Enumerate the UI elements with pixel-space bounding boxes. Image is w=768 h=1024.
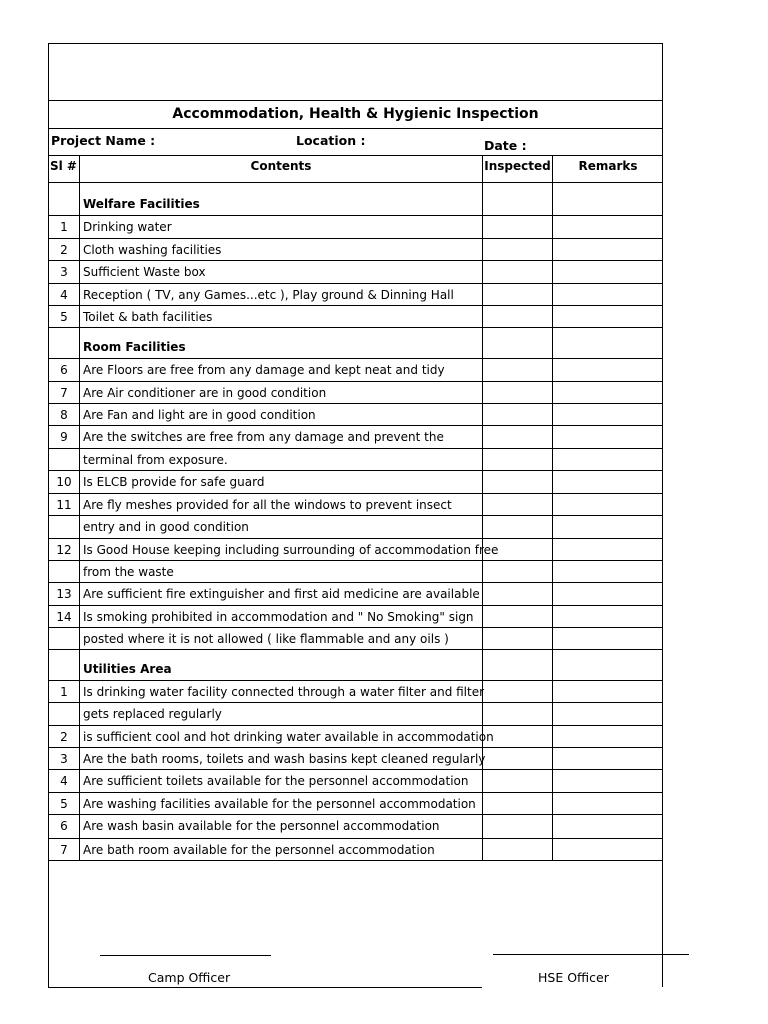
camp-officer-label: Camp Officer	[148, 970, 231, 985]
row-number: 2	[60, 243, 68, 257]
row-content: Are sufficient toilets available for the personnel accommodation	[83, 774, 469, 788]
section-room-facilities: Room Facilities	[83, 340, 186, 354]
row-content: gets replaced regularly	[83, 707, 222, 721]
row-content: Are the switches are free from any damage and prevent the	[83, 430, 444, 444]
row-content: posted where it is not allowed ( like flammable and any oils )	[83, 632, 449, 646]
row-number: 14	[56, 610, 72, 624]
camp-officer-signature-line	[100, 955, 271, 956]
date-label: Date :	[484, 138, 527, 153]
row-number: 6	[60, 819, 68, 833]
row-content: Toilet & bath facilities	[83, 310, 213, 324]
row-separator-line	[48, 792, 663, 793]
title-bottom-line	[48, 128, 663, 129]
row-content: Is smoking prohibited in accommodation and " No Smoking" sign	[83, 610, 474, 624]
row-number: 10	[56, 475, 72, 489]
project-name-label: Project Name :	[51, 133, 156, 148]
section-utilities-area: Utilities Area	[83, 662, 172, 676]
row-separator-line	[48, 403, 663, 404]
form-title: Accommodation, Health & Hygienic Inspection	[172, 106, 539, 122]
row-separator-line	[48, 769, 663, 770]
row-number: 5	[60, 310, 68, 324]
row-content: Is ELCB provide for safe guard	[83, 475, 265, 489]
row-content: entry and in good condition	[83, 520, 249, 534]
row-number: 3	[60, 752, 68, 766]
row-separator-line	[48, 358, 663, 359]
row-content: Are bath room available for the personnel accommodation	[83, 843, 435, 857]
row-separator-line	[48, 305, 663, 306]
row-number: 5	[60, 797, 68, 811]
header-sl: Sl #	[50, 159, 77, 173]
row-number: 12	[56, 543, 72, 557]
row-content: Are Floors are free from any damage and kept neat and tidy	[83, 363, 445, 377]
row-number: 1	[60, 685, 68, 699]
row-number: 13	[56, 587, 72, 601]
row-content: Sufficient Waste box	[83, 265, 206, 279]
row-content: Reception ( TV, any Games...etc ), Play ground & Dinning Hall	[83, 288, 454, 302]
row-content: terminal from exposure.	[83, 453, 228, 467]
row-content: Drinking water	[83, 220, 172, 234]
row-number: 7	[60, 386, 68, 400]
row-number: 1	[60, 220, 68, 234]
row-separator-line	[48, 627, 663, 628]
header-inspected: Inspected	[484, 159, 551, 173]
hse-officer-label: HSE Officer	[538, 970, 609, 985]
row-content: is sufficient cool and hot drinking water available in accommodation	[83, 730, 494, 744]
project-bottom-line	[48, 155, 663, 156]
row-content: from the waste	[83, 565, 174, 579]
row-number: 4	[60, 774, 68, 788]
row-number: 2	[60, 730, 68, 744]
row-number: 3	[60, 265, 68, 279]
row-content: Are Air conditioner are in good condition	[83, 386, 327, 400]
row-separator-line	[48, 493, 663, 494]
row-separator-line	[48, 838, 663, 839]
row-separator-line	[48, 238, 663, 239]
hse-officer-signature-line	[493, 954, 689, 955]
row-separator-line	[48, 582, 663, 583]
form-bottom-line	[48, 987, 482, 988]
row-content: Are Fan and light are in good condition	[83, 408, 316, 422]
row-separator-line	[48, 260, 663, 261]
row-number: 6	[60, 363, 68, 377]
row-content: Are the bath rooms, toilets and wash basins kept cleaned regularly	[83, 752, 486, 766]
row-separator-line	[48, 283, 663, 284]
row-separator-line	[48, 814, 663, 815]
row-separator-line	[48, 515, 663, 516]
row-content: Are sufficient fire extinguisher and first aid medicine are available	[83, 587, 480, 601]
row-content: Are fly meshes provided for all the windows to prevent insect	[83, 498, 452, 512]
table-bottom-line	[48, 860, 663, 861]
row-content: Is Good House keeping including surrounding of accommodation free	[83, 543, 499, 557]
row-number: 7	[60, 843, 68, 857]
header-remarks: Remarks	[578, 159, 638, 173]
row-number: 8	[60, 408, 68, 422]
row-separator-line	[48, 560, 663, 561]
row-content: Is drinking water facility connected through a water filter and filter	[83, 685, 485, 699]
row-separator-line	[48, 327, 663, 328]
row-content: Are washing facilities available for the personnel accommodation	[83, 797, 476, 811]
row-number: 11	[56, 498, 72, 512]
row-separator-line	[48, 538, 663, 539]
header-bottom-line	[48, 182, 663, 183]
row-separator-line	[48, 605, 663, 606]
row-separator-line	[48, 725, 663, 726]
row-number: 9	[60, 430, 68, 444]
row-number: 4	[60, 288, 68, 302]
row-separator-line	[48, 425, 663, 426]
row-separator-line	[48, 448, 663, 449]
row-separator-line	[48, 381, 663, 382]
row-content: Are wash basin available for the personnel accommodation	[83, 819, 440, 833]
row-separator-line	[48, 680, 663, 681]
row-separator-line	[48, 215, 663, 216]
location-label: Location :	[296, 133, 366, 148]
row-separator-line	[48, 747, 663, 748]
row-separator-line	[48, 649, 663, 650]
header-contents: Contents	[250, 159, 312, 173]
row-separator-line	[48, 702, 663, 703]
row-separator-line	[48, 470, 663, 471]
section-welfare-facilities: Welfare Facilities	[83, 197, 200, 211]
row-content: Cloth washing facilities	[83, 243, 222, 257]
